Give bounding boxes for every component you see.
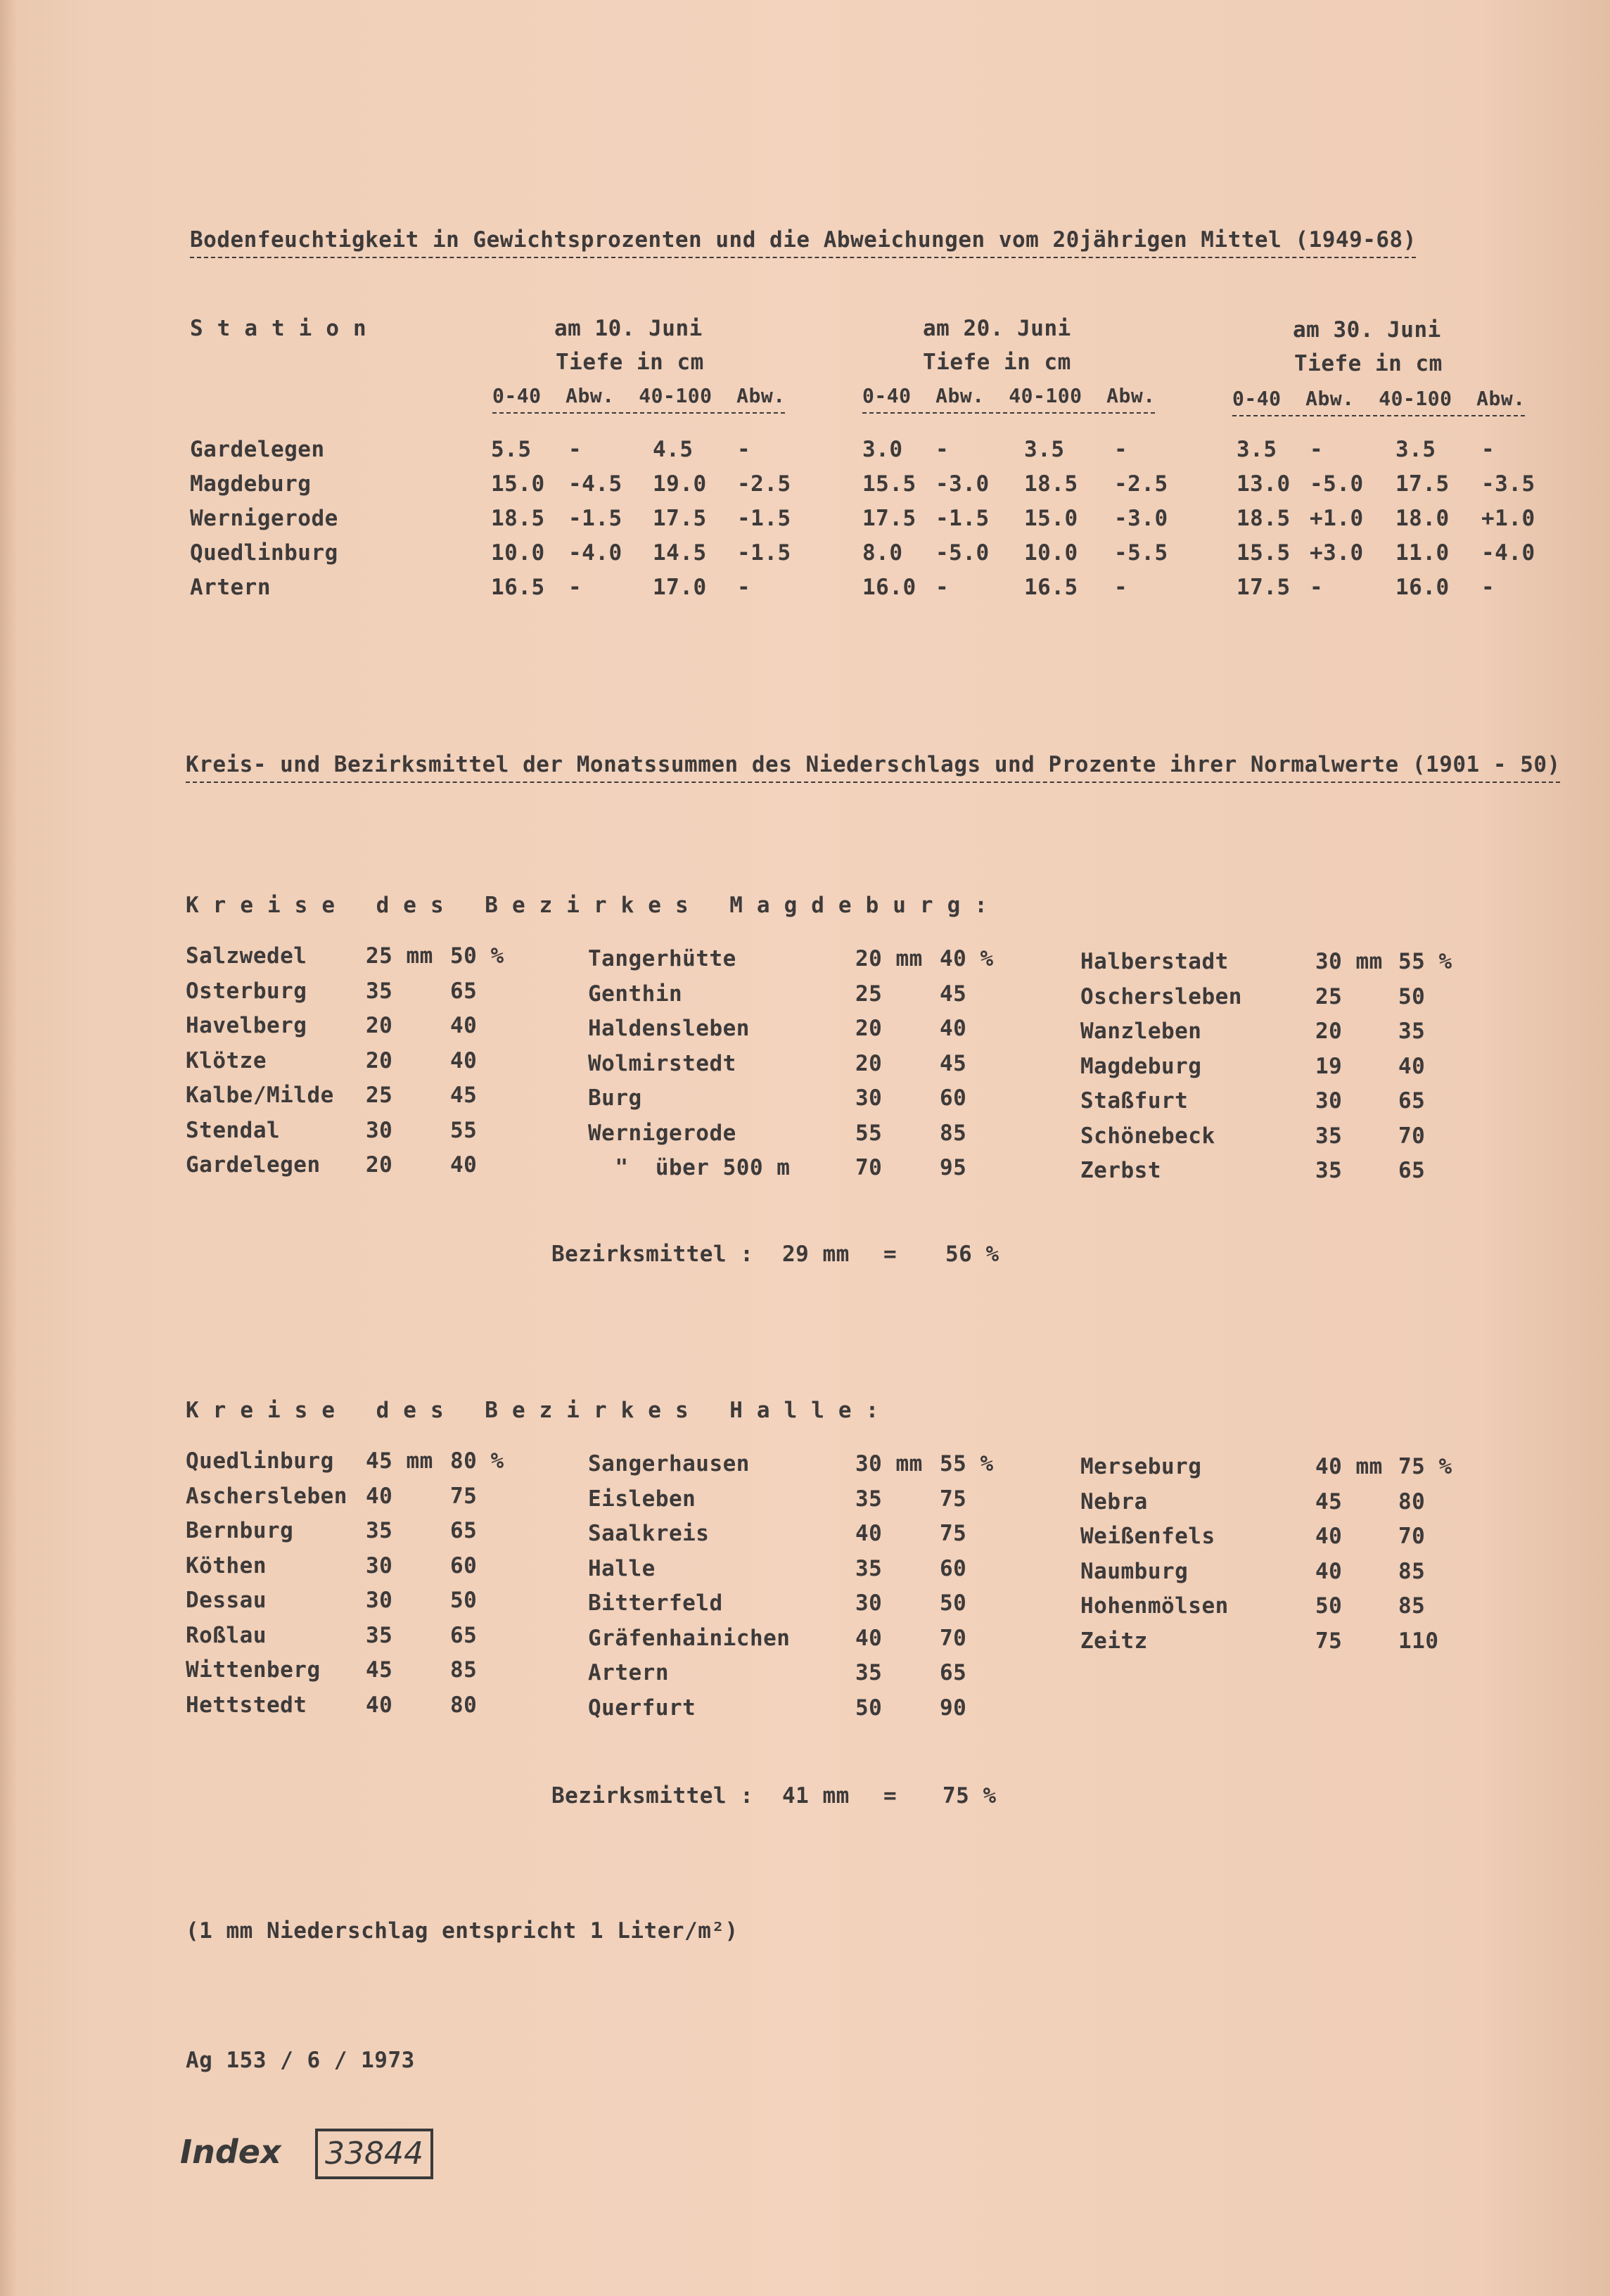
district-precip-mm: 40 [366, 1483, 393, 1509]
district-precip-mm: 45 mm [366, 1448, 433, 1474]
district-name: Burg [588, 1085, 642, 1111]
district-name: Dessau [186, 1588, 267, 1613]
district-name: Kalbe/Milde [186, 1083, 334, 1108]
district-name: Aschersleben [186, 1483, 347, 1509]
district-precip-mm: 20 [855, 1050, 883, 1076]
district-precip-mm: 35 [366, 1622, 393, 1648]
district-name: " über 500 m [588, 1155, 791, 1180]
district-precip-pct: 35 [1398, 1019, 1426, 1044]
district-precip-pct: 65 [450, 978, 478, 1004]
district-name: Zerbst [1080, 1158, 1161, 1183]
district-precip-mm: 19 [1315, 1053, 1343, 1079]
district-precip-mm: 50 [1315, 1593, 1343, 1619]
district-name: Bernburg [186, 1518, 294, 1543]
halle-heading: Kreise des Bezirkes Halle: [186, 1398, 893, 1423]
district-name: Quedlinburg [186, 1448, 334, 1474]
district-precip-mm: 35 [855, 1660, 883, 1685]
district-name: Artern [588, 1660, 669, 1685]
halle-mean-mm: 41 mm [782, 1783, 850, 1809]
district-precip-mm: 40 [855, 1625, 883, 1651]
soil-value: 18.5 [1024, 471, 1078, 497]
soil-value: +3.0 [1310, 540, 1364, 566]
district-precip-mm: 40 [1315, 1558, 1343, 1584]
district-precip-pct: 70 [940, 1625, 967, 1651]
magdeburg-heading: Kreise des Bezirkes Magdeburg: [186, 893, 1002, 918]
district-precip-pct: 75 [940, 1521, 967, 1546]
period-2-date: am 20. Juni [923, 316, 1071, 341]
halle-mean-eq: = [883, 1783, 897, 1809]
soil-station-name: Quedlinburg [190, 540, 338, 566]
district-name: Halle [588, 1555, 656, 1581]
soil-value: 17.5 [1237, 575, 1291, 600]
soil-station-name: Gardelegen [190, 437, 325, 462]
district-name: Sangerhausen [588, 1451, 750, 1477]
district-precip-pct: 55 % [1398, 949, 1452, 974]
district-precip-pct: 40 [940, 1016, 967, 1041]
district-name: Eisleben [588, 1486, 696, 1512]
district-precip-pct: 40 [450, 1047, 478, 1073]
soil-value: - [568, 437, 582, 462]
district-precip-mm: 30 [366, 1552, 393, 1579]
district-precip-mm: 30 mm [855, 1451, 923, 1477]
soil-value: 3.5 [1237, 437, 1277, 462]
district-precip-pct: 75 % [1398, 1454, 1452, 1479]
district-precip-pct: 85 [1398, 1593, 1426, 1619]
district-name: Gräfenhainichen [588, 1625, 791, 1651]
soil-value: 3.5 [1395, 437, 1436, 462]
district-precip-mm: 40 [855, 1521, 883, 1546]
district-precip-mm: 30 [366, 1117, 393, 1143]
district-precip-mm: 20 [366, 1013, 393, 1038]
soil-value: -2.5 [1114, 471, 1168, 497]
soil-value: 18.5 [1237, 506, 1291, 531]
district-name: Naumburg [1080, 1558, 1189, 1584]
district-name: Querfurt [588, 1695, 696, 1721]
district-name: Salzwedel [186, 943, 307, 969]
soil-value: 3.0 [862, 437, 903, 462]
soil-value: - [1114, 575, 1128, 600]
district-precip-mm: 35 [1315, 1123, 1343, 1149]
page-edge [0, 0, 18, 2296]
district-name: Hettstedt [186, 1692, 307, 1718]
district-precip-pct: 85 [450, 1657, 478, 1683]
district-precip-mm: 40 [1315, 1524, 1343, 1549]
soil-value: 17.5 [653, 506, 707, 531]
district-precip-mm: 40 mm [1315, 1454, 1383, 1479]
period-3-depth: Tiefe in cm [1294, 351, 1443, 376]
station-header: Station [190, 316, 381, 341]
district-precip-pct: 65 [1398, 1088, 1426, 1114]
district-precip-mm: 40 [366, 1692, 393, 1718]
soil-value: -2.5 [737, 471, 791, 497]
soil-value: -5.0 [935, 540, 990, 566]
district-name: Tangerhütte [588, 946, 736, 971]
soil-title: Bodenfeuchtigkeit in Gewichtsprozenten und die Abweichungen vom 20jährigen Mittel (1949-68) [190, 227, 1417, 253]
magdeburg-mean-pct: 56 % [945, 1242, 999, 1267]
soil-station-name: Magdeburg [190, 471, 312, 497]
district-precip-mm: 20 mm [855, 946, 923, 971]
soil-value: 17.5 [1395, 471, 1450, 497]
soil-value: -4.0 [568, 540, 622, 566]
district-precip-pct: 45 [450, 1083, 478, 1108]
district-precip-mm: 55 [855, 1120, 883, 1146]
district-precip-pct: 80 [450, 1692, 478, 1718]
soil-value: -1.5 [568, 506, 622, 531]
halle-mean-label: Bezirksmittel : [551, 1783, 754, 1809]
soil-value: 3.5 [1024, 437, 1065, 462]
district-precip-mm: 30 [1315, 1088, 1343, 1114]
period-3-date: am 30. Juni [1293, 317, 1441, 343]
soil-value: -3.5 [1481, 471, 1535, 497]
soil-value: 16.5 [491, 575, 545, 600]
district-precip-mm: 30 [855, 1590, 883, 1616]
district-precip-pct: 60 [940, 1555, 967, 1581]
district-precip-pct: 65 [450, 1622, 478, 1648]
index-number: 33844 [315, 2129, 433, 2179]
district-name: Nebra [1080, 1488, 1148, 1514]
soil-value: 16.0 [1395, 575, 1450, 600]
district-precip-pct: 40 [450, 1013, 478, 1038]
district-name: Weißenfels [1080, 1524, 1215, 1549]
district-precip-pct: 55 [450, 1117, 478, 1143]
soil-value: - [1481, 437, 1495, 462]
district-name: Schönebeck [1080, 1123, 1215, 1149]
soil-value: -1.5 [935, 506, 990, 531]
soil-value: - [737, 437, 751, 462]
district-name: Havelberg [186, 1013, 307, 1038]
precip-title: Kreis- und Bezirksmittel der Monatssummen des Niederschlags und Prozente ihrer Normalwerte (1901 - 50) [186, 752, 1561, 777]
soil-value: 18.5 [491, 506, 545, 531]
period-2-depth: Tiefe in cm [923, 350, 1071, 375]
period-2-subheader: 0-40 Abw. 40-100 Abw. [862, 384, 1156, 407]
soil-station-name: Artern [190, 575, 271, 600]
soil-value: -5.5 [1114, 540, 1168, 566]
district-precip-mm: 45 [366, 1657, 393, 1683]
district-name: Wolmirstedt [588, 1050, 736, 1076]
soil-value: 18.0 [1395, 506, 1450, 531]
soil-value: +1.0 [1481, 506, 1535, 531]
district-precip-pct: 75 [940, 1486, 967, 1512]
district-precip-pct: 55 % [940, 1451, 994, 1477]
district-name: Haldensleben [588, 1016, 750, 1041]
district-precip-pct: 50 % [450, 943, 504, 969]
soil-value: - [1114, 437, 1128, 462]
soil-value: - [568, 575, 582, 600]
index-label: Index [180, 2133, 281, 2171]
soil-value: 19.0 [653, 471, 707, 497]
soil-value: -3.0 [935, 471, 990, 497]
period-1-depth: Tiefe in cm [556, 350, 704, 375]
district-precip-mm: 30 mm [1315, 949, 1383, 974]
district-name: Zeitz [1080, 1628, 1148, 1654]
document-reference: Ag 153 / 6 / 1973 [186, 2048, 415, 2073]
district-precip-pct: 45 [940, 981, 967, 1007]
district-name: Klötze [186, 1047, 267, 1073]
district-precip-pct: 90 [940, 1695, 967, 1721]
period-1-date: am 10. Juni [554, 316, 703, 341]
district-precip-mm: 25 mm [366, 943, 433, 969]
district-precip-mm: 75 [1315, 1628, 1343, 1654]
district-name: Halberstadt [1080, 949, 1229, 974]
soil-value: - [935, 437, 950, 462]
soil-value: -4.5 [568, 471, 622, 497]
district-precip-pct: 65 [940, 1660, 967, 1685]
district-precip-pct: 45 [940, 1050, 967, 1076]
soil-value: 4.5 [653, 437, 694, 462]
district-precip-pct: 70 [1398, 1524, 1426, 1549]
soil-value: -5.0 [1310, 471, 1364, 497]
district-precip-pct: 40 [450, 1152, 478, 1178]
soil-value: 16.0 [862, 575, 916, 600]
district-precip-mm: 20 [1315, 1019, 1343, 1044]
district-precip-pct: 85 [1398, 1558, 1426, 1584]
district-name: Merseburg [1080, 1454, 1202, 1479]
district-precip-mm: 20 [366, 1047, 393, 1073]
soil-value: 10.0 [1024, 540, 1078, 566]
soil-value: 16.5 [1024, 575, 1078, 600]
period-3-subheader: 0-40 Abw. 40-100 Abw. [1232, 387, 1526, 410]
magdeburg-mean-eq: = [883, 1242, 897, 1267]
soil-value: - [737, 575, 751, 600]
district-precip-pct: 60 [450, 1552, 478, 1579]
district-precip-pct: 50 [450, 1588, 478, 1613]
district-precip-mm: 50 [855, 1695, 883, 1721]
district-precip-mm: 30 [855, 1085, 883, 1111]
soil-value: - [1310, 437, 1324, 462]
district-name: Saalkreis [588, 1521, 710, 1546]
district-name: Hohenmölsen [1080, 1593, 1229, 1619]
district-precip-pct: 65 [450, 1518, 478, 1543]
district-name: Roßlau [186, 1622, 267, 1648]
district-precip-pct: 65 [1398, 1158, 1426, 1183]
district-precip-mm: 25 [366, 1083, 393, 1108]
district-name: Stendal [186, 1117, 281, 1143]
district-name: Staßfurt [1080, 1088, 1189, 1114]
district-precip-mm: 35 [366, 978, 393, 1004]
soil-value: -4.0 [1481, 540, 1535, 566]
district-precip-mm: 35 [855, 1555, 883, 1581]
district-precip-pct: 50 [1398, 983, 1426, 1009]
soil-value: 15.5 [1237, 540, 1291, 566]
magdeburg-mean-mm: 29 mm [782, 1242, 850, 1267]
soil-value: 11.0 [1395, 540, 1450, 566]
district-name: Wanzleben [1080, 1019, 1202, 1044]
magdeburg-mean-label: Bezirksmittel : [551, 1242, 754, 1267]
soil-value: - [1310, 575, 1324, 600]
soil-value: 15.0 [491, 471, 545, 497]
soil-value: 8.0 [862, 540, 903, 566]
district-name: Osterburg [186, 978, 307, 1004]
soil-value: 5.5 [491, 437, 532, 462]
period-1-subheader: 0-40 Abw. 40-100 Abw. [492, 384, 786, 407]
district-name: Oschersleben [1080, 983, 1242, 1009]
district-precip-mm: 45 [1315, 1488, 1343, 1514]
soil-value: 17.0 [653, 575, 707, 600]
soil-value: - [1481, 575, 1495, 600]
soil-value: 15.0 [1024, 506, 1078, 531]
district-name: Magdeburg [1080, 1053, 1202, 1079]
district-precip-pct: 95 [940, 1155, 967, 1180]
district-precip-pct: 40 [1398, 1053, 1426, 1079]
district-precip-mm: 35 [1315, 1158, 1343, 1183]
district-precip-mm: 25 [855, 981, 883, 1007]
district-precip-mm: 25 [1315, 983, 1343, 1009]
district-precip-pct: 80 % [450, 1448, 504, 1474]
soil-value: 10.0 [491, 540, 545, 566]
district-precip-pct: 75 [450, 1483, 478, 1509]
district-name: Genthin [588, 981, 683, 1007]
district-precip-mm: 35 [855, 1486, 883, 1512]
district-name: Gardelegen [186, 1152, 321, 1178]
soil-value: - [935, 575, 950, 600]
district-precip-pct: 60 [940, 1085, 967, 1111]
district-precip-mm: 35 [366, 1518, 393, 1543]
district-precip-pct: 70 [1398, 1123, 1426, 1149]
district-name: Wittenberg [186, 1657, 321, 1683]
footnote: (1 mm Niederschlag entspricht 1 Liter/m²) [186, 1918, 739, 1944]
soil-value: 17.5 [862, 506, 916, 531]
soil-value: +1.0 [1310, 506, 1364, 531]
district-precip-pct: 50 [940, 1590, 967, 1616]
soil-value: 15.5 [862, 471, 916, 497]
district-precip-mm: 70 [855, 1155, 883, 1180]
district-precip-mm: 30 [366, 1588, 393, 1613]
district-name: Köthen [186, 1552, 267, 1579]
district-precip-pct: 80 [1398, 1488, 1426, 1514]
district-precip-mm: 20 [366, 1152, 393, 1178]
soil-value: 13.0 [1237, 471, 1291, 497]
soil-value: 14.5 [653, 540, 707, 566]
district-name: Wernigerode [588, 1120, 736, 1146]
district-precip-pct: 85 [940, 1120, 967, 1146]
soil-value: -3.0 [1114, 506, 1168, 531]
halle-mean-pct: 75 % [943, 1783, 997, 1809]
district-precip-pct: 40 % [940, 946, 994, 971]
soil-value: -1.5 [737, 540, 791, 566]
district-name: Bitterfeld [588, 1590, 723, 1616]
district-precip-pct: 110 [1398, 1628, 1439, 1654]
soil-value: -1.5 [737, 506, 791, 531]
soil-station-name: Wernigerode [190, 506, 338, 531]
district-precip-mm: 20 [855, 1016, 883, 1041]
